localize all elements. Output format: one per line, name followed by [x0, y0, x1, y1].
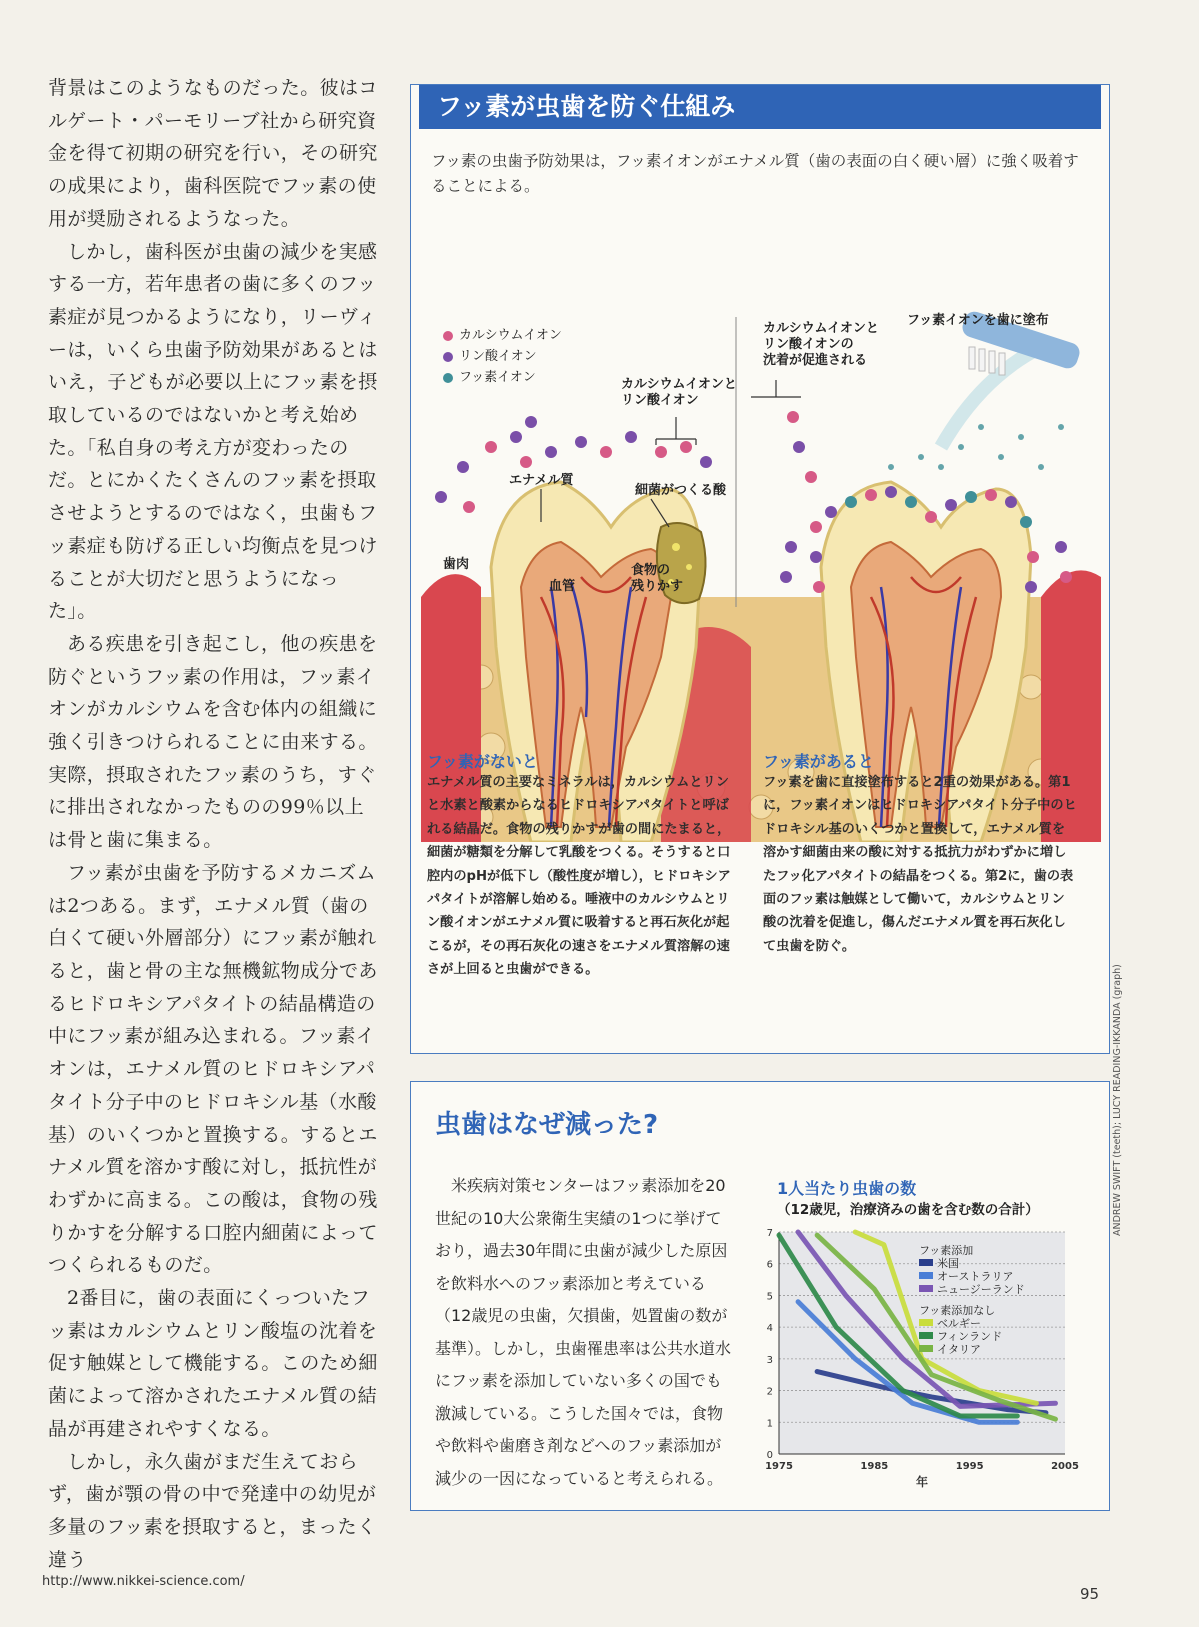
label-bacteria-acid: 細菌がつくる酸 — [635, 483, 727, 498]
article-text-column — [48, 72, 378, 1576]
label-ca-p-ions: カルシウムイオンと リン酸イオン — [621, 377, 737, 408]
legend-label: フィンランド — [937, 1330, 1003, 1343]
x-tick-label: 1975 — [765, 1461, 793, 1472]
fluoride-box-title: フッ素が虫歯を防ぐ仕組み — [419, 85, 1101, 129]
legend-label: 米国 — [937, 1257, 959, 1270]
legend-label: ニュージーランド — [937, 1283, 1025, 1296]
phosphate-ion-marker — [443, 352, 453, 362]
legend-swatch — [919, 1332, 933, 1339]
legend-swatch — [919, 1319, 933, 1326]
legend-phosphate — [443, 346, 562, 367]
caries-box-title: 虫歯はなぜ減った? — [435, 1110, 659, 1140]
y-tick-label: 2 — [766, 1386, 773, 1398]
x-axis-label: 年 — [915, 1475, 929, 1489]
without-fluoride-text: エナメル質の主要なミネラルは，カルシウムとリンと水素と酸素からなるヒドロキシアパタイトと呼ばれる結晶だ。食物の残りかすが歯の間にたまると，細菌が糖類を分解して乳酸をつくる。そうすると口腔内のpHが低下し（酸性度が増し），ヒドロキシアパタイトが溶解し始める。唾液中のカルシウムとリン酸イオンがエナメル質に吸着すると再石灰化が起こるが，その再石灰化の速さをエナメル質溶解の速さが上回ると虫歯ができる。 — [427, 775, 731, 978]
article-paragraph: ある疾患を引き起こし，他の疾患を防ぐというフッ素の作用は，フッ素イオンがカルシウムを含む体内の組織に強く引きつけられることに由来する。実際，摂取されたフッ素のうち，すぐに排出されなかったものの99％以上は骨と歯に集まる。 — [48, 632, 378, 852]
legend-group-title: フッ素添加 — [919, 1244, 974, 1257]
y-tick-label: 4 — [766, 1323, 773, 1335]
legend-phosphate-label: リン酸イオン — [459, 349, 537, 364]
without-fluoride-heading: フッ素がないと — [427, 752, 538, 771]
article-paragraph: しかし，歯科医が虫歯の減少を実感する一方，若年患者の歯に多くのフッ素症が見つかるようになり，リーヴィーは，いくら虫歯予防効果があるとはいえ，子どもが必要以上にフッ素を摂取しているのではないかと考え始めた。「私自身の考え方が変わったのだ。とにかくたくさんのフッ素を摂取させようとするのではなく，虫歯もフッ素症も防げる正しい均衡点を見つけることが大切だと思うようになった」。 — [48, 240, 378, 623]
chart-subtitle: （12歳児，治療済みの歯を含む数の合計） — [777, 1202, 1039, 1218]
y-tick-label: 1 — [766, 1418, 773, 1430]
legend-label: オーストラリア — [937, 1270, 1014, 1283]
legend-label: イタリア — [937, 1343, 981, 1356]
y-tick-label: 3 — [766, 1354, 773, 1366]
y-tick-label: 7 — [766, 1228, 773, 1239]
legend-group-title: フッ素添加なし — [919, 1304, 996, 1317]
y-tick-label: 5 — [766, 1291, 773, 1303]
with-fluoride-heading: フッ素があると — [763, 752, 874, 771]
legend-fluoride — [443, 367, 562, 388]
y-tick-label: 0 — [766, 1450, 773, 1461]
image-credit: ANDREW SWIFT (teeth); LUCY READING-IKKANDA (graph) — [1112, 964, 1123, 1236]
chart-title: 1人当たり虫歯の数 — [777, 1179, 917, 1198]
label-gum: 歯肉 — [443, 557, 470, 572]
legend-swatch — [919, 1345, 933, 1352]
caries-decline-box — [410, 1081, 1110, 1511]
with-fluoride-text: フッ素を歯に直接塗布すると2重の効果がある。第1に，フッ素イオンはヒドロキシアパタイト分子中のヒドロキシル基のいくつかと置換して，エナメル質を溶かす細菌由来の酸に対する抵抗力がわずかに増したフッ化アパタイトの結晶をつくる。第2に，歯の表面のフッ素は触媒として働いて，カルシウムとリン酸の沈着を促進し，傷んだエナメル質を再石灰化して虫歯を防ぐ。 — [763, 775, 1077, 954]
fluoride-box-intro: フッ素の虫歯予防効果は，フッ素イオンがエナメル質（歯の表面の白く硬い層）に強く吸着することによる。 — [431, 152, 1079, 195]
article-paragraph: しかし，永久歯がまだ生えておらず，歯が顎の骨の中で発達中の幼児が多量のフッ素を摂取すると，まったく違う — [48, 1450, 377, 1571]
x-tick-label: 2005 — [1051, 1461, 1079, 1472]
y-tick-label: 6 — [766, 1259, 773, 1271]
legend-swatch — [919, 1259, 933, 1266]
label-deposition: カルシウムイオンと リン酸イオンの 沈着が促進される — [763, 321, 879, 368]
legend-swatch — [919, 1285, 933, 1292]
legend-swatch — [919, 1272, 933, 1279]
label-food-debris: 食物の 残りかす — [631, 563, 684, 594]
caries-line-chart — [755, 1218, 1099, 1508]
legend-calcium-label: カルシウムイオン — [459, 328, 562, 343]
legend-label: ベルギー — [937, 1317, 981, 1330]
label-enamel: エナメル質 — [509, 473, 574, 488]
article-paragraph: 背景はこのようなものだった。彼はコルゲート・パーモリーブ社から研究資金を得て初期の研究を行い，その研究の成果により，歯科医院でフッ素の使用が奨励されるようなった。 — [48, 77, 378, 230]
ion-legend — [443, 325, 562, 388]
article-paragraph: フッ素が虫歯を予防するメカニズムは2つある。まず，エナメル質（歯の白くて硬い外層部分）にフッ素が触れると，歯と骨の主な無機鉱物成分であるヒドロキシアパタイトの結晶構造の中にフッ素が組み込まれる。フッ素イオンは，エナメル質のヒドロキシアパタイト分子中のヒドロキシル基（水酸基）のいくつかと置換する。するとエナメル質を溶かす酸に対し，抵抗性がわずかに高まる。この酸は，食物の残りかすを分解する口腔内細菌によってつくられるものだ。 — [48, 861, 378, 1277]
legend-calcium — [443, 325, 562, 346]
x-tick-label: 1995 — [955, 1461, 984, 1472]
fluoride-ion-marker — [443, 373, 453, 383]
calcium-ion-marker — [443, 331, 453, 341]
x-tick-label: 1985 — [860, 1461, 889, 1472]
article-paragraph: 2番目に，歯の表面にくっついたフッ素はカルシウムとリン酸塩の沈着を促す触媒として機能する。このため細菌によって溶かされたエナメル質の結晶が再建されやすくなる。 — [48, 1287, 378, 1440]
page-number: 95 — [1080, 1585, 1100, 1603]
label-apply-fluoride: フッ素イオンを歯に塗布 — [907, 313, 1049, 328]
fluoride-mechanism-box — [410, 84, 1110, 1054]
caries-box-text: 米疾病対策センターはフッ素添加を20世紀の10大公衆衛生実績の1つに挙げており，過去30年間に虫歯が減少した原因を飲料水へのフッ素添加と考えている（12歳児の虫歯，欠損歯，処置歯の数が基準）。しかし，虫歯罹患率は公共水道水にフッ素を添加していない多くの国でも激減している。こうした国々では，食物や飲料や歯磨き剤などへのフッ素添加が減少の一因になっていると考えられる。 — [435, 1176, 732, 1488]
legend-fluoride-label: フッ素イオン — [459, 370, 536, 385]
footer-url: http://www.nikkei-science.com/ — [42, 1574, 245, 1589]
label-blood-vessel: 血管 — [549, 579, 576, 594]
